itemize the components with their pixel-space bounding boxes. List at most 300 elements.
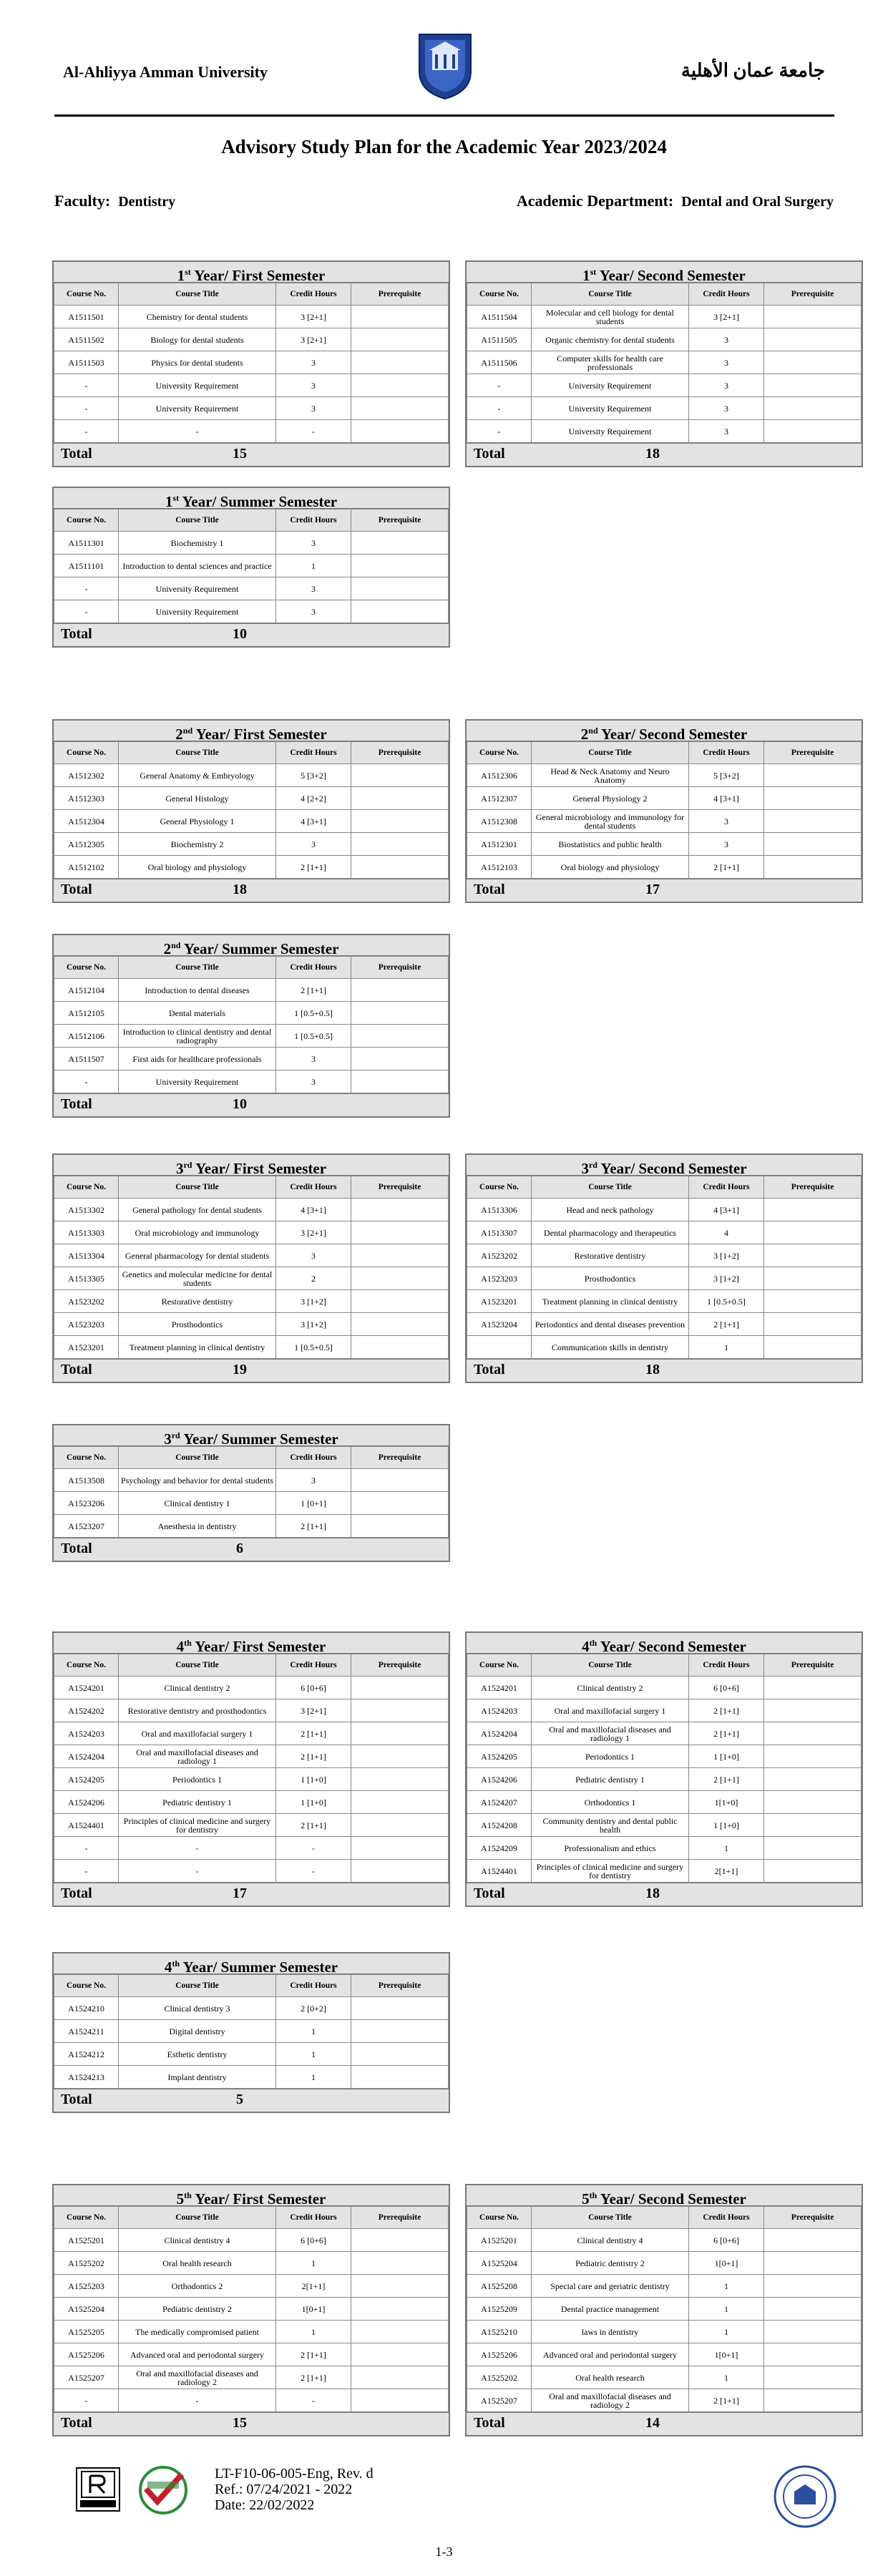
table-row [54, 1699, 449, 1722]
credit-hours: 3 [2+1] [276, 328, 351, 351]
course-title: Physics for dental students [119, 351, 276, 374]
quality-seal-icon [132, 2462, 195, 2524]
prerequisite [764, 351, 862, 374]
credit-hours: 3 [276, 1244, 351, 1267]
course-title: - [119, 1860, 276, 1883]
prerequisite [351, 1677, 449, 1699]
course-title: Dental pharmacology and therapeutics [532, 1221, 689, 1244]
column-header: Course No. [467, 2207, 532, 2229]
credit-hours: 1 [276, 2252, 351, 2275]
course-title: University Requirement [119, 577, 276, 600]
total-row [467, 1359, 862, 1382]
credit-hours: 2 [1+1] [276, 2366, 351, 2389]
credit-hours: 3 [276, 351, 351, 374]
column-header: Course Title [119, 1654, 276, 1677]
credit-hours: 3 [2+1] [276, 306, 351, 328]
prerequisite [351, 856, 449, 879]
reference-line: Ref.: 07/24/2021 - 2022 [215, 2482, 353, 2497]
course-number [467, 1336, 532, 1359]
table-row [54, 1860, 449, 1883]
course-title: Community dentistry and dental public health [532, 1814, 689, 1837]
total-row [54, 1538, 449, 1561]
table-row [54, 2298, 449, 2321]
credit-hours: 6 [0+6] [276, 2229, 351, 2252]
table-row [54, 351, 449, 374]
semester-name: Year/ Second Semester [597, 1638, 746, 1655]
course-number: A1511101 [54, 555, 119, 577]
table-header-row [467, 742, 862, 764]
year-number: 1 [582, 267, 590, 284]
table-row [54, 2229, 449, 2252]
prerequisite [764, 1768, 862, 1791]
year-ordinal-suffix: rd [171, 1430, 180, 1440]
course-title: Prosthodontics [119, 1313, 276, 1336]
table-row [54, 577, 449, 600]
course-title: University Requirement [532, 420, 689, 443]
table-row [467, 2389, 862, 2412]
credit-hours: 1 [1+0] [689, 1745, 764, 1768]
course-title: Special care and geriatric dentistry [532, 2275, 689, 2298]
table-header-row [54, 1447, 449, 1469]
course-number: A1511502 [54, 328, 119, 351]
course-title: Anesthesia in dentistry [119, 1515, 276, 1538]
credit-hours: 3 [1+2] [689, 1244, 764, 1267]
course-number: A1513508 [54, 1469, 119, 1492]
course-title: Advanced oral and periodontal surgery [532, 2343, 689, 2366]
table-row [467, 1745, 862, 1768]
table-row [54, 374, 449, 397]
prerequisite [351, 1048, 449, 1070]
column-header: Course No. [54, 1176, 119, 1199]
credit-hours: 1[0+1] [276, 2298, 351, 2321]
credit-hours: 1 [1+0] [276, 1791, 351, 1814]
prerequisite [351, 1221, 449, 1244]
semester-table [465, 1153, 863, 1383]
course-number: - [467, 420, 532, 443]
table-row [54, 1515, 449, 1538]
course-number: A1523201 [54, 1336, 119, 1359]
table-header-row [54, 283, 449, 306]
table-row [54, 2252, 449, 2275]
prerequisite [764, 397, 862, 420]
credit-hours: 1 [689, 2366, 764, 2389]
prerequisite [351, 1768, 449, 1791]
total-row [54, 1359, 449, 1382]
total-row [467, 1883, 862, 1906]
prerequisite [351, 1025, 449, 1048]
credit-hours: 2[1+1] [276, 2275, 351, 2298]
table-row [467, 1267, 862, 1290]
semester-table [52, 1424, 450, 1562]
course-title: Clinical dentistry 4 [119, 2229, 276, 2252]
course-title: General Physiology 1 [119, 810, 276, 833]
course-title: Dental practice management [532, 2298, 689, 2321]
course-number: - [54, 600, 119, 623]
prerequisite [351, 810, 449, 833]
credit-hours: 3 [1+2] [276, 1313, 351, 1336]
prerequisite [351, 2066, 449, 2089]
column-header: Prerequisite [764, 283, 862, 306]
course-title: Restorative dentistry [119, 1290, 276, 1313]
credit-hours: 3 [276, 1469, 351, 1492]
prerequisite [351, 374, 449, 397]
total-credit-hours: 14 [645, 2415, 660, 2431]
credit-hours: 3 [276, 600, 351, 623]
column-header: Prerequisite [764, 742, 862, 764]
table-header-row [467, 2207, 862, 2229]
semester-table [52, 487, 450, 648]
credit-hours: 3 [1+2] [689, 1267, 764, 1290]
semester-title [54, 721, 449, 741]
table-header-row [54, 957, 449, 979]
course-number: A1511301 [54, 532, 119, 555]
prerequisite [351, 1469, 449, 1492]
column-header: Prerequisite [351, 1975, 449, 1997]
column-header: Prerequisite [764, 1654, 862, 1677]
prerequisite [351, 764, 449, 787]
column-header: Prerequisite [351, 509, 449, 532]
prerequisite [351, 2275, 449, 2298]
course-number: A1524206 [54, 1791, 119, 1814]
document-reference [215, 2466, 374, 2513]
credit-hours: 2 [276, 1267, 351, 1290]
column-header: Credit Hours [276, 509, 351, 532]
course-number: A1513304 [54, 1244, 119, 1267]
table-row [54, 306, 449, 328]
department-label: Academic Department: [516, 192, 674, 210]
course-number: A1512102 [54, 856, 119, 879]
prerequisite [351, 2366, 449, 2389]
credit-hours: 2 [1+1] [689, 1768, 764, 1791]
page-number: 1-3 [435, 2545, 453, 2559]
course-number: A1524211 [54, 2020, 119, 2043]
course-number: A1513306 [467, 1199, 532, 1221]
semester-table [52, 260, 450, 467]
year-ordinal-suffix: th [589, 2190, 597, 2200]
total-credit-hours: 19 [233, 1362, 247, 1377]
column-header: Course No. [54, 957, 119, 979]
department-value: Dental and Oral Surgery [681, 194, 834, 210]
course-number: A1524206 [467, 1768, 532, 1791]
table-row [54, 1244, 449, 1267]
course-number: A1513302 [54, 1199, 119, 1221]
column-header: Credit Hours [276, 283, 351, 306]
credit-hours: 3 [689, 833, 764, 856]
course-title: University Requirement [119, 1070, 276, 1093]
credit-hours: 1 [276, 2066, 351, 2089]
table-row [467, 374, 862, 397]
table-row [467, 1814, 862, 1837]
column-header: Course Title [119, 957, 276, 979]
table-row [54, 1221, 449, 1244]
prerequisite [351, 2229, 449, 2252]
faculty-value: Dentistry [118, 194, 176, 210]
year-ordinal-suffix: st [172, 493, 180, 503]
prerequisite [764, 1199, 862, 1221]
course-title: General microbiology and immunology for dental students [532, 810, 689, 833]
semester-title [54, 1155, 449, 1176]
column-header: Course No. [54, 742, 119, 764]
course-title: University Requirement [119, 600, 276, 623]
prerequisite [351, 2020, 449, 2043]
semester-name: Year/ Second Semester [597, 726, 748, 743]
course-number: A1511504 [467, 306, 532, 328]
credit-hours: 2 [1+1] [689, 856, 764, 879]
course-number: A1511507 [54, 1048, 119, 1070]
total-credit-hours: 15 [233, 2415, 247, 2431]
year-ordinal-suffix: th [184, 1638, 192, 1648]
table-row [467, 1860, 862, 1883]
course-number: A1525202 [54, 2252, 119, 2275]
table-row [54, 856, 449, 879]
prerequisite [351, 2343, 449, 2366]
course-title: Orthodontics 2 [119, 2275, 276, 2298]
year-ordinal-suffix: nd [588, 726, 598, 736]
course-title: Principles of clinical medicine and surgery for dentistry [119, 1814, 276, 1837]
credit-hours: 2 [1+1] [276, 1814, 351, 1837]
course-number: A1524205 [54, 1768, 119, 1791]
credit-hours: 1 [1+0] [276, 1768, 351, 1791]
credit-hours: 4 [3+1] [689, 1199, 764, 1221]
credit-hours: 2 [1+1] [276, 1745, 351, 1768]
prerequisite [351, 600, 449, 623]
course-title: University Requirement [532, 374, 689, 397]
department-line [517, 192, 834, 210]
course-title: Psychology and behavior for dental students [119, 1469, 276, 1492]
year-number: 4 [164, 1958, 172, 1976]
course-title: Clinical dentistry 2 [532, 1677, 689, 1699]
course-number: A1524202 [54, 1699, 119, 1722]
prerequisite [764, 1221, 862, 1244]
table-row [54, 1837, 449, 1860]
course-number: A1511505 [467, 328, 532, 351]
prerequisite [351, 1791, 449, 1814]
course-title: Pediatric dentistry 2 [532, 2252, 689, 2275]
prerequisite [351, 1199, 449, 1221]
year-number: 3 [581, 1160, 589, 1177]
year-ordinal-suffix: th [172, 1958, 180, 1968]
total-row [54, 879, 449, 902]
course-number: A1512304 [54, 810, 119, 833]
course-number: A1524213 [54, 2066, 119, 2089]
table-row [54, 2366, 449, 2389]
column-header: Course Title [532, 742, 689, 764]
semester-table [465, 2184, 863, 2436]
course-number: A1511506 [467, 351, 532, 374]
table-row [467, 1313, 862, 1336]
semester-table [465, 260, 863, 467]
course-title: Advanced oral and periodontal surgery [119, 2343, 276, 2366]
prerequisite [764, 764, 862, 787]
table-row [54, 555, 449, 577]
table-header-row [54, 1975, 449, 1997]
semester-title [54, 1425, 449, 1446]
column-header: Course Title [532, 283, 689, 306]
course-number: - [467, 397, 532, 420]
course-title: University Requirement [532, 397, 689, 420]
course-number: A1524401 [467, 1860, 532, 1883]
table-row [467, 787, 862, 810]
credit-hours: 4 [689, 1221, 764, 1244]
course-title: - [119, 420, 276, 443]
column-header: Course Title [532, 2207, 689, 2229]
column-header: Credit Hours [689, 742, 764, 764]
university-name-ar: جامعة عمان الأهلية [680, 60, 825, 81]
column-header: Prerequisite [351, 1654, 449, 1677]
table-row [54, 833, 449, 856]
course-number: A1512106 [54, 1025, 119, 1048]
year-ordinal-suffix: th [589, 1638, 597, 1648]
credit-hours: 1 [689, 2275, 764, 2298]
course-title: Treatment planning in clinical dentistry [119, 1336, 276, 1359]
column-header: Course No. [54, 1975, 119, 1997]
course-title: Computer skills for health care professionals [532, 351, 689, 374]
course-title: Pediatric dentistry 1 [532, 1768, 689, 1791]
semester-title [54, 935, 449, 956]
prerequisite [764, 328, 862, 351]
course-title: Clinical dentistry 1 [119, 1492, 276, 1515]
total-label: Total [474, 1885, 505, 1901]
table-row [54, 1002, 449, 1025]
table-row [54, 2389, 449, 2412]
course-number: A1525207 [467, 2389, 532, 2412]
course-title: Communication skills in dentistry [532, 1336, 689, 1359]
course-number: A1524204 [54, 1745, 119, 1768]
credit-hours: 4 [2+2] [276, 787, 351, 810]
table-row [54, 600, 449, 623]
prerequisite [764, 420, 862, 443]
course-title: Chemistry for dental students [119, 306, 276, 328]
year-number: 2 [580, 726, 589, 743]
course-number: A1525202 [467, 2366, 532, 2389]
total-label: Total [474, 2415, 505, 2431]
credit-hours: 1 [276, 2043, 351, 2066]
credit-hours: - [276, 1837, 351, 1860]
course-title: laws in dentistry [532, 2321, 689, 2343]
course-number: - [54, 1070, 119, 1093]
table-row [54, 2321, 449, 2343]
course-title: Oral biology and physiology [119, 856, 276, 879]
credit-hours: 2 [1+1] [689, 1313, 764, 1336]
semester-name: Year/ First Semester [190, 267, 326, 284]
table-row [54, 2043, 449, 2066]
year-number: 4 [176, 1638, 185, 1655]
credit-hours: 1[0+1] [689, 2343, 764, 2366]
total-row [467, 2412, 862, 2435]
table-row [54, 532, 449, 555]
prerequisite [351, 1244, 449, 1267]
semester-title [54, 262, 449, 283]
table-row [467, 1677, 862, 1699]
table-row [54, 1791, 449, 1814]
course-title: The medically compromised patient [119, 2321, 276, 2343]
course-title: First aids for healthcare professionals [119, 1048, 276, 1070]
table-row [467, 328, 862, 351]
table-row [54, 420, 449, 443]
semester-table [52, 1952, 450, 2113]
total-label: Total [61, 1096, 92, 1112]
course-number: A1525203 [54, 2275, 119, 2298]
course-number: - [54, 577, 119, 600]
course-number: A1525207 [54, 2366, 119, 2389]
prerequisite [351, 2252, 449, 2275]
course-title: University Requirement [119, 397, 276, 420]
course-title: Genetics and molecular medicine for dental students [119, 1267, 276, 1290]
table-row [467, 1699, 862, 1722]
year-number: 3 [175, 1160, 184, 1177]
prerequisite [351, 351, 449, 374]
prerequisite [764, 2298, 862, 2321]
year-ordinal-suffix: rd [183, 1160, 192, 1170]
prerequisite [764, 1290, 862, 1313]
table-row [54, 1469, 449, 1492]
course-title: Introduction to clinical dentistry and dental radiography [119, 1025, 276, 1048]
course-number: A1513307 [467, 1221, 532, 1244]
semester-title [467, 1633, 862, 1654]
credit-hours: 1 [689, 2321, 764, 2343]
total-label: Total [61, 1885, 92, 1901]
column-header: Credit Hours [276, 957, 351, 979]
credit-hours: 2 [1+1] [276, 979, 351, 1002]
prerequisite [351, 1313, 449, 1336]
prerequisite [764, 856, 862, 879]
semester-name: Year/ Second Semester [597, 1160, 747, 1177]
credit-hours: 3 [1+2] [276, 1290, 351, 1313]
column-header: Course Title [119, 742, 276, 764]
course-number: A1513305 [54, 1267, 119, 1290]
course-number: A1524210 [54, 1997, 119, 2020]
total-row [54, 1883, 449, 1906]
faculty-line [54, 192, 175, 210]
credit-hours: 3 [2+1] [276, 1699, 351, 1722]
course-title: General pathology for dental students [119, 1199, 276, 1221]
prerequisite [764, 1814, 862, 1837]
semester-table [465, 1631, 863, 1907]
prerequisite [764, 833, 862, 856]
prerequisite [351, 1699, 449, 1722]
credit-hours: 2 [1+1] [276, 2343, 351, 2366]
table-row [467, 2366, 862, 2389]
table-row [54, 328, 449, 351]
prerequisite [351, 1290, 449, 1313]
table-row [54, 1070, 449, 1093]
table-row [54, 1048, 449, 1070]
table-row [54, 2275, 449, 2298]
table-header-row [467, 283, 862, 306]
table-row [54, 810, 449, 833]
course-number: A1523202 [467, 1244, 532, 1267]
course-number: A1511503 [54, 351, 119, 374]
course-title: Oral and maxillofacial surgery 1 [119, 1722, 276, 1745]
semester-table [465, 719, 863, 903]
course-title: Oral health research [119, 2252, 276, 2275]
course-title: University Requirement [119, 374, 276, 397]
credit-hours: 1 [689, 2298, 764, 2321]
column-header: Course No. [54, 509, 119, 532]
semester-name: Year/ First Semester [192, 1160, 327, 1177]
form-code: LT-F10-06-005-Eng, Rev. d [215, 2466, 374, 2482]
course-title: Treatment planning in clinical dentistry [532, 1290, 689, 1313]
prerequisite [351, 2321, 449, 2343]
course-number: - [467, 374, 532, 397]
credit-hours: 3 [689, 374, 764, 397]
total-credit-hours: 17 [645, 882, 660, 897]
course-number: A1512305 [54, 833, 119, 856]
table-row [54, 1745, 449, 1768]
course-number: A1512306 [467, 764, 532, 787]
column-header: Credit Hours [689, 1176, 764, 1199]
course-number: A1524205 [467, 1745, 532, 1768]
